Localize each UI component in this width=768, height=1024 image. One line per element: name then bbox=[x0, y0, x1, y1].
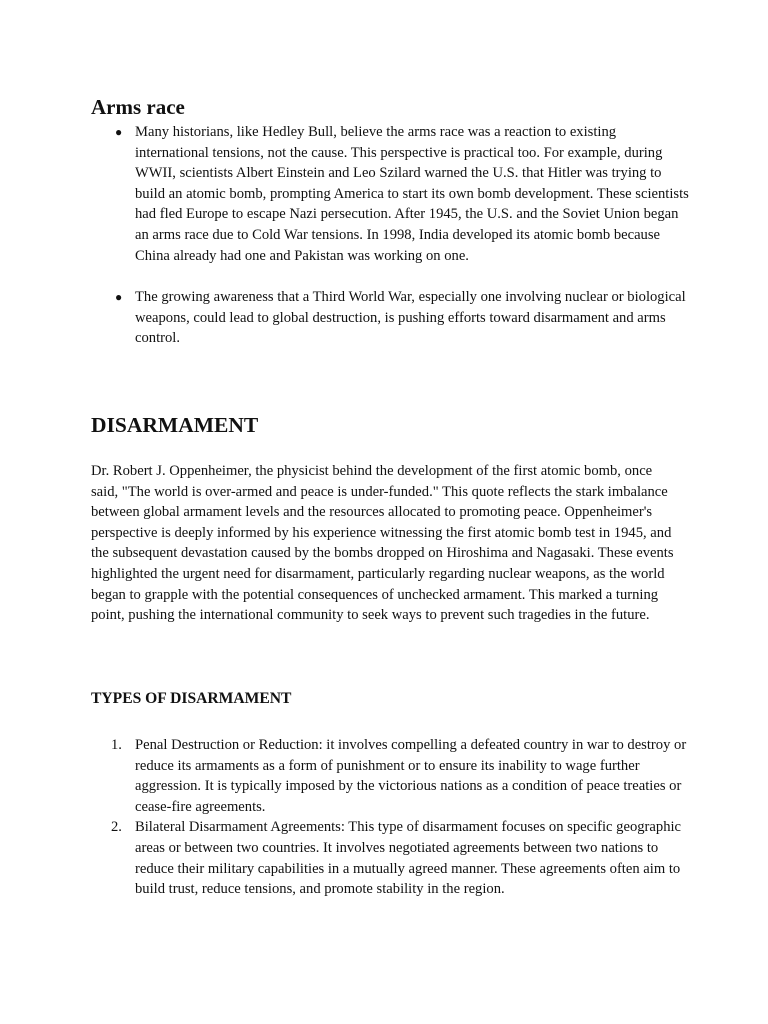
bullet-text: The growing awareness that a Third World War, especially one involving nuclear or biological weapons, could lead to global destruction, is pushing efforts toward disarmament and arms control. bbox=[135, 289, 686, 347]
list-item bbox=[91, 735, 691, 817]
bullet-text: Many historians, like Hedley Bull, believe the arms race was a reaction to existing international tensions, not the cause. This perspective is practical too. For example, during WWII, scientists Albert Einstein and Leo Szilard warned the U.S. that Hitler was trying to build an atomic bomb, prompting America to start its own bomb development. These scientists had fled Europe to escape Nazi persecution. After 1945, the U.S. and the Soviet Union began an arms race due to Cold War tensions. In 1998, India developed its atomic bomb because China already had one and Pakistan was working on one. bbox=[135, 124, 689, 264]
list-item bbox=[91, 817, 691, 899]
list-number: 2. bbox=[111, 819, 122, 836]
types-heading: TYPES OF DISARMAMENT bbox=[91, 690, 292, 707]
list-number: 1. bbox=[111, 737, 122, 753]
bullet-icon: ● bbox=[115, 290, 123, 304]
disarmament-heading: DISARMAMENT bbox=[91, 413, 259, 437]
list-item bbox=[91, 122, 691, 266]
arms-race-heading: Arms race bbox=[91, 95, 185, 119]
disarmament-paragraph: Dr. Robert J. Oppenheimer, the physicist behind the development of the first atomic bomb, once said, "The world is over-armed and peace is under-funded." This quote reflects the stark imbalance between global armament levels and the resources allocated to promoting peace. Oppenheimer's perspective is deeply informed by his experience witnessing the first atomic bomb test in 1945, and the subsequent devastation caused by the bombs dropped on Hiroshima and Nagasaki. These events highlighted the urgent need for disarmament, particularly regarding nuclear weapons, as the world began to grapple with the potential consequences of unchecked armament. This marked a turning point, pushing the international community to seek ways to prevent such tragedies in the future. bbox=[91, 463, 674, 624]
arms-race-bullet-list-2 bbox=[91, 287, 691, 349]
list-item-text: Bilateral Disarmament Agreements: This type of disarmament focuses on specific geographic areas or between two countries. It involves negotiated agreements between two nations to reduce their military capabilities in a mutually agreed manner. These agreements often aim to build trust, reduce tensions, and promote stability in the region. bbox=[135, 819, 682, 898]
arms-race-bullet-list bbox=[91, 122, 691, 266]
types-numbered-list bbox=[91, 735, 691, 900]
list-item bbox=[91, 287, 691, 349]
list-item-text: Penal Destruction or Reduction: it involves compelling a defeated country in war to destroy or reduce its armaments as a form of punishment or to ensure its inability to wage further aggression. It is typically imposed by the victorious nations as a condition of peace treaties or cease-fire agreements. bbox=[135, 737, 687, 815]
bullet-icon: ● bbox=[115, 125, 123, 139]
